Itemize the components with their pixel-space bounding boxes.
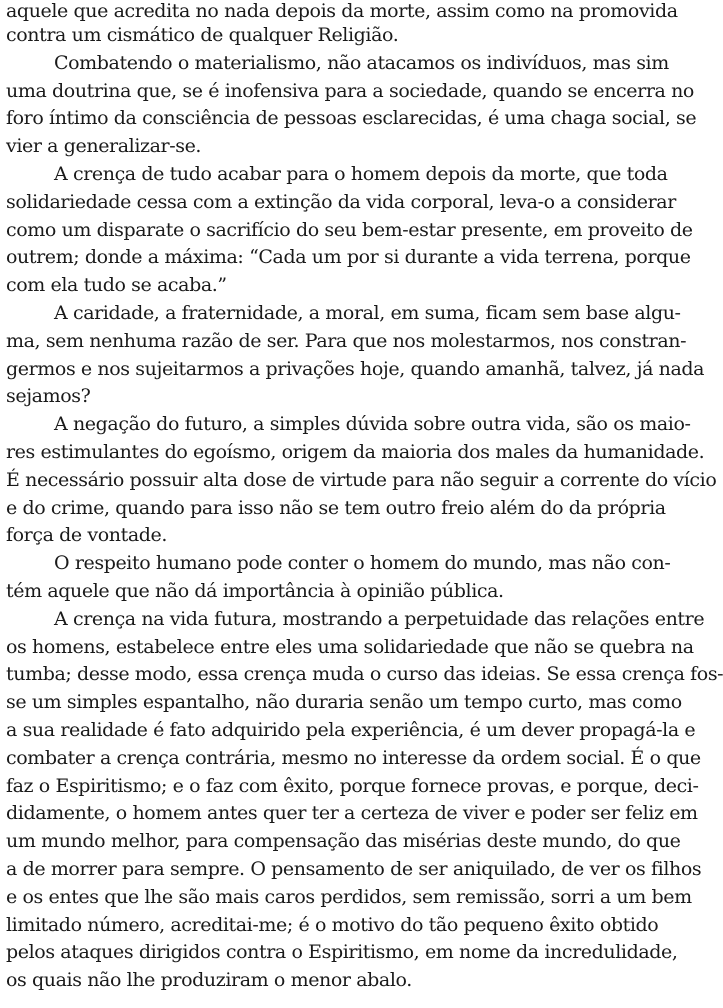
- text-line: germos e nos sujeitarmos a privações hoje, quando amanhã, talvez, já nada: [6, 357, 705, 380]
- text-line: Combatendo o materialismo, não atacamos os indivíduos, mas sim: [54, 51, 669, 74]
- text-line: tém aquele que não dá importância à opinião pública.: [6, 579, 504, 602]
- text-line: A caridade, a fraternidade, a moral, em suma, ficam sem base algu-: [54, 301, 681, 324]
- text-line: se um simples espantalho, não duraria senão um tempo curto, mas como: [6, 691, 682, 714]
- text-line: A crença na vida futura, mostrando a perpetuidade das relações entre: [54, 607, 705, 630]
- text-line: os quais não lhe produziram o menor abalo.: [6, 969, 412, 992]
- text-line: uma doutrina que, se é inofensiva para a sociedade, quando se encerra no: [6, 79, 694, 102]
- text-line: os homens, estabelece entre eles uma solidariedade que não se quebra na: [6, 635, 694, 658]
- text-line: combater a crença contrária, mesmo no interesse da ordem social. É o que: [6, 746, 701, 769]
- text-line: outrem; donde a máxima: “Cada um por si durante a vida terrena, porque: [6, 246, 691, 269]
- text-line: e do crime, quando para isso não se tem outro freio além do da própria: [6, 496, 666, 519]
- text-line: É necessário possuir alta dose de virtude para não seguir a corrente do vício: [6, 468, 717, 491]
- text-line: com ela tudo se acaba.”: [6, 274, 227, 297]
- text-line: tumba; desse modo, essa crença muda o curso das ideias. Se essa crença fos-: [6, 663, 723, 686]
- text-line: faz o Espiritismo; e o faz com êxito, porque fornece provas, e porque, deci-: [6, 774, 699, 797]
- text-line: sejamos?: [6, 385, 91, 408]
- text-line: força de vontade.: [6, 524, 168, 547]
- text-line: e os entes que lhe são mais caros perdidos, sem remissão, sorri a um bem: [6, 885, 692, 908]
- text-line: O respeito humano pode conter o homem do mundo, mas não con-: [54, 552, 671, 575]
- text-line: vier a generalizar-se.: [6, 135, 202, 158]
- text-line: solidariedade cessa com a extinção da vida corporal, leva-o a considerar: [6, 190, 676, 213]
- text-line: A crença de tudo acabar para o homem depois da morte, que toda: [54, 162, 668, 185]
- text-line: pelos ataques dirigidos contra o Espiritismo, em nome da incredulidade,: [6, 941, 678, 964]
- text-line: didamente, o homem antes quer ter a certeza de viver e poder ser feliz em: [6, 802, 698, 825]
- text-line: aquele que acredita no nada depois da morte, assim como na promovida: [6, 0, 678, 22]
- text-line: res estimulantes do egoísmo, origem da maioria dos males da humanidade.: [6, 440, 705, 463]
- text-line: ma, sem nenhuma razão de ser. Para que nos molestarmos, nos constran-: [6, 329, 687, 352]
- text-line: foro íntimo da consciência de pessoas esclarecidas, é uma chaga social, se: [6, 107, 697, 130]
- text-line: como um disparate o sacrifício do seu bem-estar presente, em proveito de: [6, 218, 693, 241]
- body-text: [6, 0, 723, 995]
- text-line: contra um cismático de qualquer Religião.: [6, 24, 399, 46]
- text-line: limitado número, acreditai-me; é o motivo do tão pequeno êxito obtido: [6, 913, 659, 936]
- text-line: A negação do futuro, a simples dúvida sobre outra vida, são os maio-: [54, 413, 691, 436]
- text-line: a sua realidade é fato adquirido pela experiência, é um dever propagá-la e: [6, 718, 696, 741]
- text-line: um mundo melhor, para compensação das misérias deste mundo, do que: [6, 830, 681, 853]
- text-line: a de morrer para sempre. O pensamento de ser aniquilado, de ver os filhos: [6, 857, 702, 880]
